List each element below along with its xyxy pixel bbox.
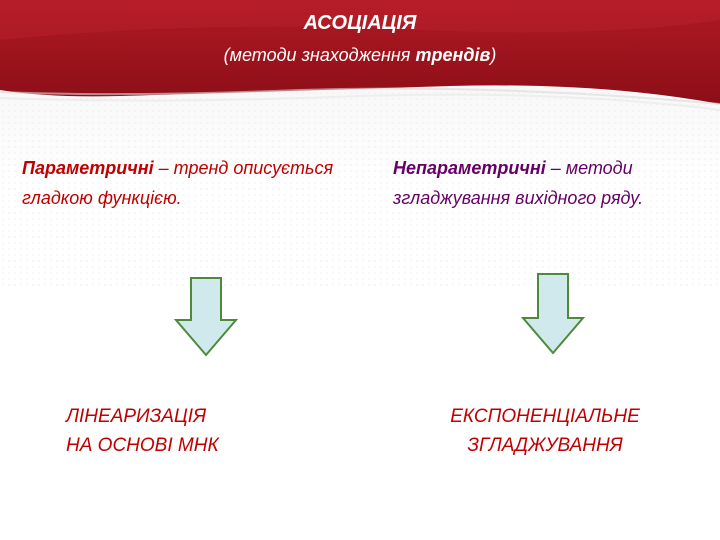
down-arrow-icon [520,272,586,356]
exponential-line2: ЗГЛАДЖУВАННЯ [467,435,623,456]
nonparametric-term: Непараметричні [393,158,546,178]
subtitle-bold: трендів [415,45,491,65]
page-title: АСОЦІАЦІЯ [303,12,417,34]
linearization-result [66,402,346,460]
header [0,10,720,68]
linearization-line2: НА ОСНОВІ МНК [66,435,219,456]
subtitle-suffix: ) [490,45,497,65]
linearization-line1: ЛІНЕАРИЗАЦІЯ [66,406,207,427]
parametric-description [22,153,382,213]
nonparametric-text: – методи згладжування вихідного ряду. [393,158,644,208]
exponential-smoothing-result [400,402,690,460]
parametric-term: Параметричні [22,158,154,178]
subtitle-prefix: (методи знаходження [223,45,416,65]
parametric-text: – тренд описується гладкою функцією. [22,158,334,208]
nonparametric-description [393,153,715,213]
exponential-line1: ЕКСПОНЕНЦІАЛЬНЕ [450,406,640,427]
page-subtitle [0,42,720,68]
down-arrow-icon [173,276,239,358]
